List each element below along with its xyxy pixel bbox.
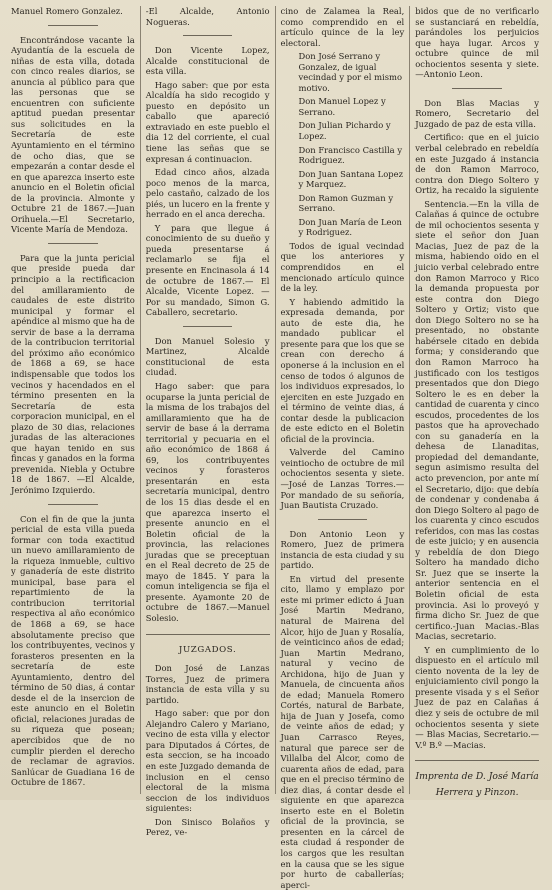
section-title: JUZGADOS. — [178, 644, 237, 655]
notice-text: Sentencia.—En la villa de Calañas á quince de octubre de mil ochocientos sesenta y siete el señor don Juan Macias, Juez de paz de la misma, habiendo oido en el juicio verbal celebrado entre don Ramon Marroco y Rico la demanda propuesta por este contra don Diego Soltero y Ortiz; visto que don Diego Soltero no se ha presentado, no obstante habérsele citado en debida forma; y considerando que don Ramon Marroco ha justificado con los testigos presentados que don Diego Soltero le es en deber la cantidad de cuarenta y cinco escudos, procedentes de los pastos que ha aprovechado con su ganadería en la dehesa de Llanaditas, propiedad del demandante, segun asimismo resulta del acto prevencion, por ante mí el Secretario, dijo: que debía de condenar y condenaba á don Diego Soltero al pago de los cuarenta y cinco escudos referidos, con mas las costas de este juicio; y en ausencia y rebeldía de don Diego Soltero ha mandado dicho Sr. Juez que se inserte la anterior sentencia en el Boletin oficial de esta provincia. Asi lo proveyó y firma dicho Sr. Juez de que certifico.-Juan Macias.-Blas Macias, secretario. — [415, 198, 539, 642]
section-divider — [415, 760, 539, 761]
imprint-line-1: Imprenta de D. José María — [415, 771, 539, 783]
notice-text: Hago saber: que por esta Alcaldía ha sido recogido y puesto en depósito un caballo que apareció extraviado en este pueblo el dia 12 del corriente, el cual tiene las señas que se expresan á continuacion. — [145, 79, 270, 164]
list-item: Don Francisco Castilla y Rodriguez. — [298, 144, 403, 166]
list-item: Don Juan Santana Lopez y Marquez. — [298, 168, 403, 190]
columns — [6, 6, 544, 890]
notice-text: Y en cumplimiento de lo dispuesto en el artículo mil ciento noventa de la ley de enjuiciamiento civil pongo la presente visada y s el Señor Juez de paz en Calañas á diez y seis de octubre de mil ochocientos sesenta y siete — Blas Macias, Secretario.—V.º B.º —Macias. — [415, 644, 539, 750]
notice-heading: Don Blas Macias y Romero, Secretario del Juzgado de paz de esta villa. — [415, 97, 539, 129]
list-item: Don Manuel Lopez y Serrano. — [298, 96, 386, 117]
notice-niebla: Para que la junta pericial que preside pueda dar principio a la rectificacion del amillaramiento de caudales de este distrito municipal y formar el apéndice al mismo que ha de servir de base a la derrama de la contribucion territorial del próximo año económico de 1868 a 69, se hace indispensable que todos los vecinos y hacendados en el término presenten en la Secretaría de esta corporacion municipal, en el plazo de 30 dias, relaciones juradas de las alteraciones que hayan tenido en sus fincas y ganados en la forma prevenida. Niebla y Octubre 18 de 1867. —El Alcalde, Jerónimo Izquierdo. — [11, 252, 135, 495]
notice-text: Y habiendo admitido la expresada demanda, por auto de este dia, he mandado publicar el presente para que los que se crean con derecho á oponerse á la inclusion en el censo de todos ó algunos de los individuos expresados, lo ejerciten en este Juzgado en el término de veinte dias, á contar desde la publicacion de este edicto en el Boletin oficial de la provincia. — [280, 296, 405, 444]
list-item: Don José Serrano y Gonzalez, de igual vecindad y por el mismo motivo. — [298, 51, 402, 93]
notice-heading: Don Manuel Solesio y Martinez, Alcalde constitucional de esta ciudad. — [145, 335, 270, 378]
notice-text: cino de Zalamea la Real, como comprendido en el artículo quince de la ley electoral. — [280, 6, 405, 48]
list-item: Don Julian Pichardo y Lopez. — [298, 120, 391, 142]
column-1 — [6, 6, 141, 794]
section-divider — [146, 634, 270, 635]
notice-text: Valverde del Camino veintiocho de octubre de mil ochocientos sesenta y siete.—José de Lanzas Torres.—Por mandado de su señoría, Juan Bautista Cruzado. — [280, 447, 405, 511]
imprint-line-2: Herrera y Pinzon. — [435, 786, 519, 798]
signature-line: -El Alcalde, Antonio Nogueras. — [145, 6, 270, 27]
notice-heading: Don Vicente Lopez, Alcalde constitucional de esta villa. — [145, 45, 270, 77]
divider — [183, 35, 233, 36]
divider — [318, 519, 368, 520]
signature-line: Manuel Romero Gonzalez. — [11, 6, 123, 16]
column-3 — [276, 6, 411, 890]
notice-heading: Don José de Lanzas Torres, Juez de primera instancia de esta villa y su partido. — [145, 663, 270, 705]
notice-text: Don Sinisco Bolaños y Perez, ve- — [145, 816, 270, 838]
notice-text: En virtud del presente cito, llamo y emplazo por este mi primer edicto á Juan José Martin Medrano, natural de Mairena del Alcor, hijo de Juan y Rosalía, de veinticinco años de edad; Juan Martin Medrano, natural y vecino de Archidona, hijo de Juan y Manuela, de cincuenta años de edad; Manuela Romero Cortés, natural de Barbate, hija de Juan y Josefa, como de veinte años de edad; y Juan Carrasco Reyes, natural que parece ser de Villalba del Alcor, como de cuarenta años de edad, para que en el preciso término de diez dias, á contar desde el siguiente en que aparezca inserto este en el Boletin oficial de la provincia, se presenten en la cárcel de esta ciudad á responder de los cargos que les resultan en la causa que se les sigue por hurto de caballerías; aperci- — [280, 573, 405, 890]
notice-text: Hago saber: que por don Alejandro Calero y Mariano, vecino de esta villa y elector para Diputados á Córtes, de esta seccion, se ha incoado en este Juzgado demanda de inclusion en el censo electoral de la misma seccion de los individuos siguientes: — [145, 708, 270, 814]
list-item: Don Ramon Guzman y Serrano. — [298, 192, 394, 214]
notice-text: Edad cinco años, alzada poco menos de la marca, pelo castaño, calzado de los piés, un lucero en la frente y herrado en el anca derecha. — [145, 167, 270, 220]
notice-text: Hago saber: que para ocuparse la junta pericial de la misma de los trabajos del amillaramiento que ha de servir de base á la derrama territorial y pecuaria en el año económico de 1868 á 69, los contribuyentes vecinos y forasteros presentarán en esta secretaría municipal, dentro de los 15 dias desde el en que aparezca inserto el presente anuncio en el Boletin oficial de la provincia, las relaciones juradas que se preceptuan en el Real decreto de 25 de mayo de 1845. Y para la comun inteligencia se fija el presente. Ayamonte 20 de octubre de 1867.—Manuel Solesio. — [145, 380, 270, 623]
list-item: Don Juan María de Leon y Rodriguez. — [298, 216, 402, 238]
notice-text: Todos de igual vecindad que los anteriores y comprendidos en el mencionado artículo quince de la ley. — [280, 240, 405, 294]
notice-text: Y para que llegue á conocimiento de su dueño y pueda presentarse á reclamarlo se fija el presente en Encinasola á 14 de octubre de 1867.— El Alcalde, Vicente Lopez. — Por su mandado, Simon G. Caballero, secretario. — [145, 222, 270, 318]
divider — [183, 326, 233, 327]
notice-text: Certifico: que en el juicio verbal celebrado en rebeldía en este Juzgado á instancia de don Ramon Marroco, contra don Diego Soltero y Ortiz, ha recaido la siguiente — [415, 132, 539, 196]
notice-text: bidos que de no verificarlo se sustanciará en rebeldía, parándoles los perjuicios que haya lugar. Arcos y octubre quince de mil ochocientos sesenta y siete.—Antonio Leon. — [415, 6, 539, 80]
column-2 — [141, 6, 276, 838]
divider — [48, 243, 98, 244]
column-4 — [410, 6, 544, 798]
divider — [452, 88, 502, 89]
notice-heading: Don Antonio Leon y Romero, Juez de primera instancia de esta ciudad y su partido. — [280, 528, 405, 571]
notice-sanlucar: Con el fin de que la junta pericial de esta villa pueda formar con toda exactitud un nuevo amillaramiento de la riqueza inmueble, cultivo y ganadería de este distrito municipal, base para el repartimiento de la contribucion territorial respectiva al año económico de 1868 a 69, se hace absolutamente preciso que los contribuyentes, vecinos y forasteros presenten en la secretaría de este Ayuntamiento, dentro del término de 50 dias, á contar desde el de la insercion de este anuncio en el Boletin oficial, relaciones juradas de su riqueza que posean; apercibidos que de no cumplir pierden el derecho de reclamar de agravios. Sanlúcar de Guadiana 16 de Octubre de 1867. — [11, 513, 135, 788]
divider — [48, 504, 98, 505]
divider — [48, 25, 98, 26]
notice-almonte: Encontrándose vacante la Ayudantía de la escuela de niñas de esta villa, dotada con cinco reales diarios, se anuncia al público para que las personas que se encuentren con suficiente aptitud puedan presentar sus solicitudes en la Secretaría de este Ayuntamiento en el término de ocho dias, que se empezarán a contar desde el en que aparezca inserto este anuncio en el Boletin oficial de la provincia. Almonte y Octubre 21 de 1867.—Juan Orihuela.—El Secretario, Vicente María de Mendoza. — [11, 34, 135, 235]
